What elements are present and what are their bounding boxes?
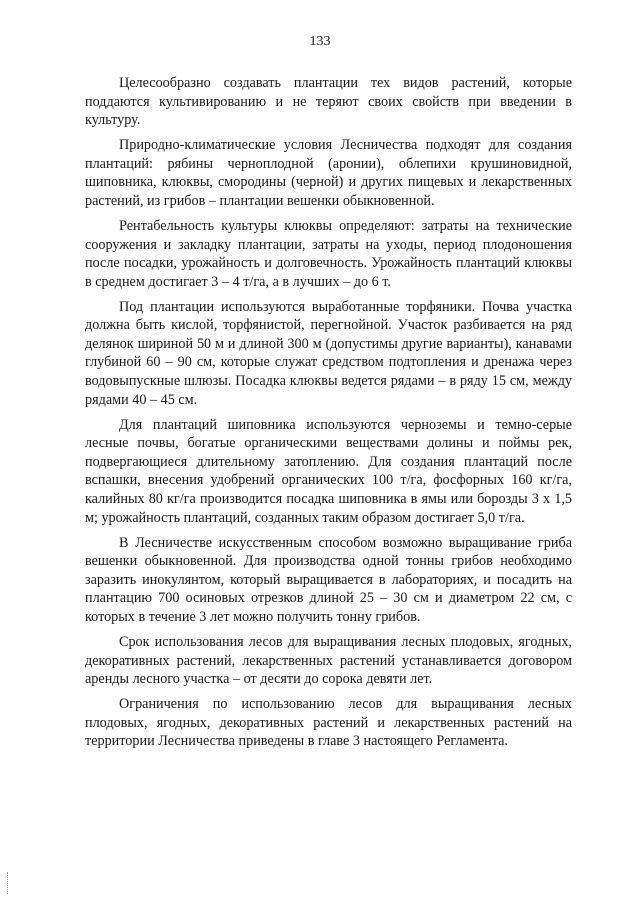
paragraph-plantation-species: Целесообразно создавать плантации тех видов растений, которые поддаются культивированию и не теряют своих свойств при введении в культуру.	[85, 75, 572, 129]
document-body	[85, 74, 572, 757]
paragraph-usage-term: Срок использования лесов для выращивания лесных плодовых, ягодных, декоративных растений, лекарственных растений устанавливается договором аренды лесного участка – от десяти до сорока девяти лет.	[85, 633, 572, 688]
paragraph-restrictions: Ограничения по использованию лесов для выращивания лесных плодовых, ягодных, декоративных растений и лекарственных растений на территории Лесничества приведены в главе 3 настоящего Регламента.	[85, 696, 572, 750]
page-number: 133	[309, 34, 331, 49]
paragraph-oyster-mushroom: В Лесничестве искусственным способом возможно выращивание гриба вешенки обыкновенной. Для производства одной тонны грибов необходимо заразить инокулянтом, который выращивается в лабораториях, и посадить на плантацию 700 осиновых отрезков длиной 25 – 30 см и диаметром 22 см, с которых в течение 3 лет можно получить тонну грибов.	[85, 534, 572, 625]
paragraph-peatland-plantations: Под плантации используются выработанные торфяники. Почва участка должна быть кислой, торфянистой, перегнойной. Участок разбивается на ряд делянок шириной 50 м и длиной 300 м (допустимы другие варианты), канавами глубиной 60 – 90 см, которые служат средством подтопления и дренажа через водовыпускные шлюзы. Посадка клюквы ведется рядами – в ряду 15 см, между рядами 40 – 45 см.	[85, 298, 572, 408]
paragraph-cranberry-profitability: Рентабельность культуры клюквы определяют: затраты на технические сооружения и закладку плантации, затраты на уходы, период плодоношения после посадки, урожайность и долговечность. Урожайность плантаций клюквы в среднем достигает 3 – 4 т/га, а в лучших – до 6 т.	[85, 217, 572, 290]
scan-artifact-mark	[7, 872, 9, 894]
paragraph-climate-conditions: Природно-климатические условия Лесничества подходят для создания плантаций: рябины черноплодной (аронии), облепихи крушиновидной, шиповника, клюквы, смородины (черной) и других пищевых и лекарственных растений, из грибов – плантации вешенки обыкновенной.	[85, 137, 572, 209]
paragraph-rosehip-plantations: Для плантаций шиповника используются черноземы и темно-серые лесные почвы, богатые органическими веществами долины и поймы рек, подвергающиеся длительному затоплению. Для создания плантаций после вспашки, внесения удобрений органических 100 т/га, фосфорных 160 кг/га, калийных 80 кг/га производится посадка шиповника в ямы или борозды 3 х 1,5 м; урожайность плантаций, созданных таким образом достигает 5,0 т/га.	[85, 416, 572, 526]
